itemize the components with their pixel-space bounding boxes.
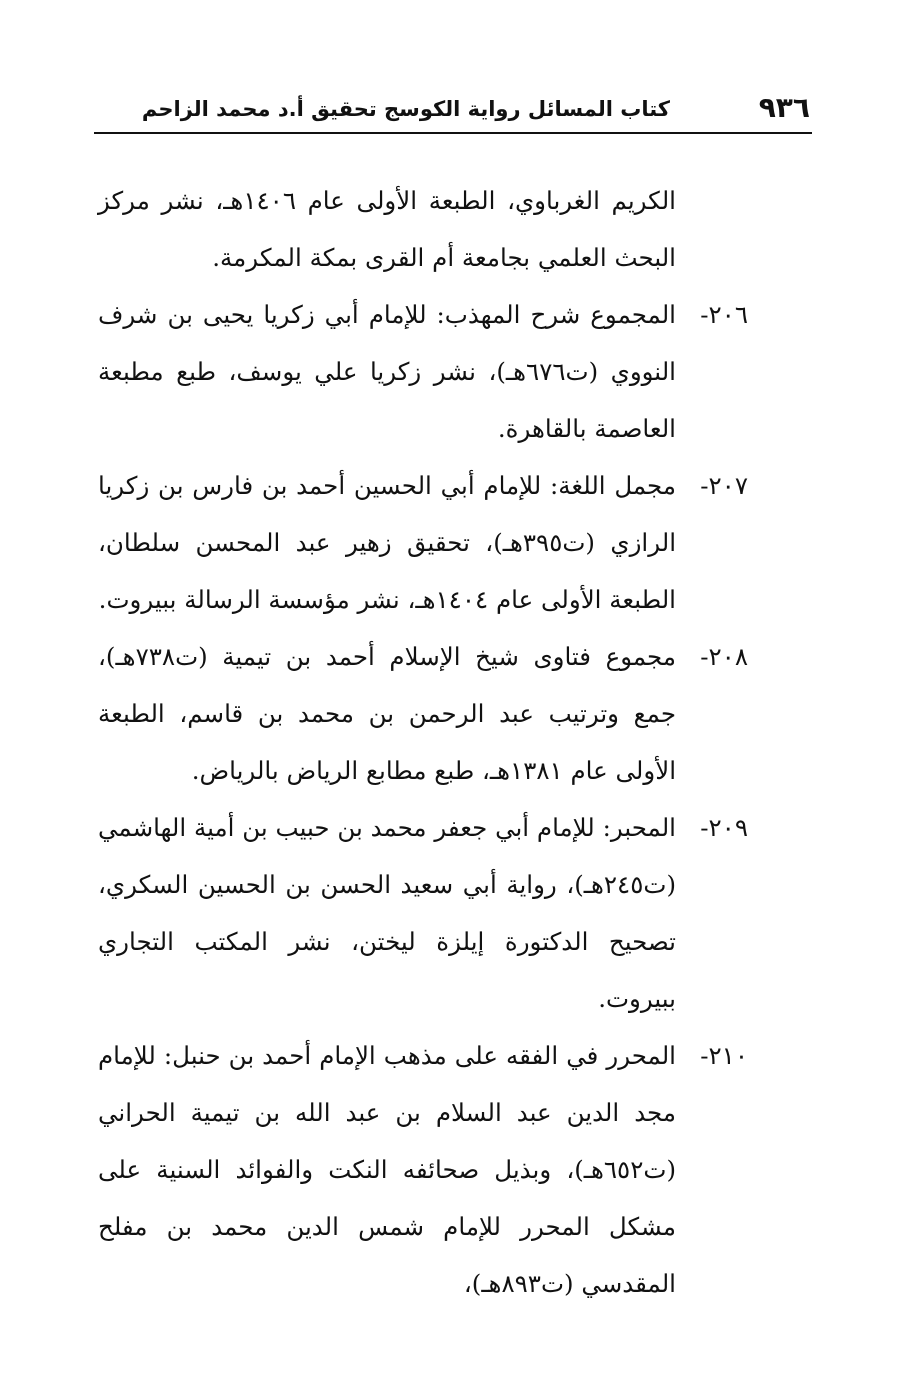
entry-number: ٢١٠-: [700, 1041, 748, 1070]
bibliography-entry-206: [98, 286, 748, 457]
bibliography-entry-210: [98, 1027, 748, 1312]
bibliography-entry-209: [98, 799, 748, 1027]
entry-text: المحرر في الفقه على مذهب الإمام أحمد بن حنبل: للإمام مجد الدين عبد السلام بن عبد الله بن تيمية الحراني (ت٦٥٢هـ)، وبذيل صحائفه النكت والفوائد السنية على مشكل المحرر للإمام شمس الدين محمد بن مفلح المقدسي (ت٨٩٣هـ)،: [98, 1041, 676, 1298]
page-header: [94, 88, 810, 130]
entry-text: مجمل اللغة: للإمام أبي الحسين أحمد بن فارس بن زكريا الرازي (ت٣٩٥هـ)، تحقيق زهير عبد المحسن سلطان، الطبعة الأولى عام ١٤٠٤هـ، نشر مؤسسة الرسالة ببيروت.: [98, 471, 676, 614]
bibliography-body: [98, 172, 748, 1312]
continued-entry: الكريم الغرباوي، الطبعة الأولى عام ١٤٠٦هـ، نشر مركز البحث العلمي بجامعة أم القرى بمكة المكرمة.: [98, 186, 676, 272]
entry-number: ٢٠٦-: [700, 300, 748, 329]
bibliography-entry-208: [98, 628, 748, 799]
bibliography-entry-207: [98, 457, 748, 628]
header-divider: [94, 132, 812, 134]
running-title: كتاب المسائل رواية الكوسج تحقيق أ.د محمد الزاحم: [141, 97, 670, 121]
entry-text: مجموع فتاوى شيخ الإسلام أحمد بن تيمية (ت٧٣٨هـ)، جمع وترتيب عبد الرحمن بن محمد بن قاسم، الطبعة الأولى عام ١٣٨١هـ، طبع مطابع الرياض بالرياض.: [98, 642, 676, 785]
entry-text: المجموع شرح المهذب: للإمام أبي زكريا يحيى بن شرف النووي (ت٦٧٦هـ)، نشر زكريا علي يوسف، طبع مطبعة العاصمة بالقاهرة.: [98, 300, 676, 443]
page-number: ٩٣٦: [758, 91, 810, 124]
entry-number: ٢٠٨-: [700, 642, 748, 671]
entry-text: المحبر: للإمام أبي جعفر محمد بن حبيب بن أمية الهاشمي (ت٢٤٥هـ)، رواية أبي سعيد الحسن بن الحسين السكري، تصحيح الدكتورة إيلزة ليختن، نشر المكتب التجاري ببيروت.: [98, 813, 676, 1013]
entry-number: ٢٠٧-: [700, 471, 748, 500]
entry-number: ٢٠٩-: [700, 813, 748, 842]
